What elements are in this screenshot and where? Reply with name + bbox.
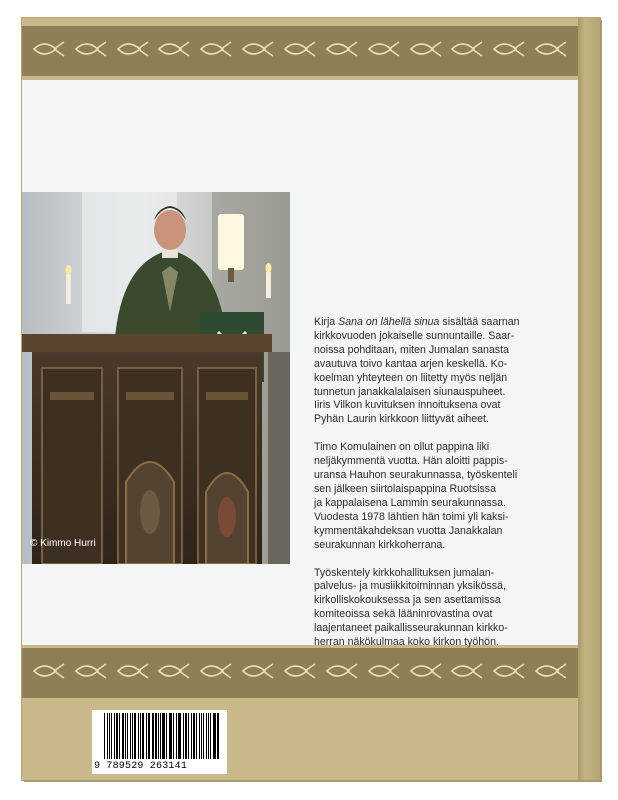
pulpit-photo-illustration: [22, 192, 290, 564]
barcode-bar: [188, 713, 189, 759]
description-text: [314, 316, 576, 664]
text-line: neljäkymmentä vuotta. Hän aloitti pappis-: [314, 455, 508, 468]
text-line: kirkkovuoden jokaiselle sunnuntaille. Saar-: [314, 329, 515, 342]
barcode-bar: [109, 713, 111, 759]
barcode-bars: [104, 713, 221, 759]
barcode-bar: [142, 713, 144, 759]
fish-icon: [74, 662, 108, 684]
fish-icon: [116, 40, 150, 62]
barcode-bar: [146, 713, 147, 759]
fish-icon: [74, 40, 108, 62]
fish-icon: [283, 662, 317, 684]
barcode-bar: [210, 713, 211, 759]
fish-icon: [199, 40, 233, 62]
barcode-bar: [134, 713, 136, 759]
barcode-bar: [199, 713, 201, 759]
barcode-bar: [183, 713, 184, 759]
barcode-bar: [160, 713, 161, 759]
barcode-bar: [155, 713, 157, 759]
book-title: Sana on lähellä sinua: [338, 316, 440, 328]
barcode-bar: [166, 713, 167, 759]
barcode-bar: [122, 713, 124, 759]
text-line: laajentaneet paikallisseurakunnan kirkko-: [314, 622, 508, 635]
fish-icon: [325, 662, 359, 684]
text-line: kymmentäkahdeksan vuotta Janakkalan: [314, 524, 503, 537]
fish-icon: [367, 662, 401, 684]
fish-icon: [325, 40, 359, 62]
bottom-ornament-band: [22, 648, 578, 698]
text-line: Kirja Sana on lähellä sinua sisältää saarnan: [314, 316, 520, 328]
text-line: kirkolliskokouksessa ja sen asettamissa: [314, 594, 501, 607]
spine-edge: [578, 18, 600, 780]
barcode-bar: [125, 713, 126, 759]
barcode-bar: [132, 713, 133, 759]
isbn-number: 9 789529 263141: [94, 761, 188, 772]
barcode-bar: [170, 713, 172, 759]
description-paragraph: [314, 567, 576, 650]
description-paragraph: [314, 441, 576, 552]
barcode-bar: [176, 713, 177, 759]
barcode-bar: [116, 713, 118, 759]
barcode-bar: [162, 713, 164, 759]
barcode-bar: [127, 713, 128, 759]
barcode-bar: [203, 713, 204, 759]
barcode-bar: [185, 713, 187, 759]
barcode-bar: [179, 713, 181, 759]
barcode-bar: [206, 713, 207, 759]
barcode-bar: [218, 713, 219, 759]
fish-icon: [534, 40, 568, 62]
description-paragraph: [314, 316, 576, 427]
barcode-bar: [111, 713, 112, 759]
text-line: avautuva toivo kantaa arjen keskellä. Ko-: [314, 357, 508, 370]
fish-icon: [116, 662, 150, 684]
barcode-bar: [169, 713, 170, 759]
barcode-bar: [107, 713, 108, 759]
barcode-bar: [104, 713, 105, 759]
text-line: koelman yhteyteen on liitetty myös neljän: [314, 371, 508, 384]
barcode-bar: [138, 713, 139, 759]
text-line: Vuodesta 1978 lähtien hän toimi yli kaksi-: [314, 510, 509, 523]
fish-icon: [157, 662, 191, 684]
barcode-bar: [213, 713, 215, 759]
barcode-bar: [193, 713, 195, 759]
text-line: tunnetun janakkalalaisen siunauspuheet.: [314, 385, 506, 398]
text-line: noissa pohditaan, miten Jumalan sanasta: [314, 343, 509, 356]
fish-icon: [241, 662, 275, 684]
fish-icon: [492, 40, 526, 62]
photo-credit: © Kimmo Hurri: [30, 538, 96, 549]
barcode-bar: [148, 713, 149, 759]
barcode-bar: [217, 713, 218, 759]
fish-icon: [199, 662, 233, 684]
top-ornament-band: [22, 26, 578, 76]
fish-icon: [283, 40, 317, 62]
barcode-bar: [140, 713, 141, 759]
barcode-bar: [130, 713, 132, 759]
fish-icon: [409, 662, 443, 684]
fish-icon: [241, 40, 275, 62]
fish-icon: [450, 662, 484, 684]
pulpit-photo: [22, 192, 290, 564]
barcode-bar: [196, 713, 197, 759]
fish-icon: [32, 40, 66, 62]
text-line: uransa Hauhon seurakunnassa, työskenteli: [314, 469, 518, 482]
content-panel: [22, 80, 578, 649]
fish-icon: [32, 662, 66, 684]
text-line: Pyhän Laurin kirkkoon liittyvät aiheet.: [314, 413, 489, 426]
text-line: Työskentely kirkkohallituksen jumalan-: [314, 566, 495, 579]
fish-icon: [492, 662, 526, 684]
barcode-bar: [208, 713, 210, 759]
barcode-bar: [114, 713, 115, 759]
barcode-bar: [152, 713, 154, 759]
text-line: palvelus- ja musiikkitoiminnan yksikössä,: [314, 580, 506, 593]
fish-icon: [409, 40, 443, 62]
fish-icon: [450, 40, 484, 62]
text-line: Iiris Vilkon kuvituksen innoituksena ovat: [314, 399, 501, 412]
text-line: komiteoissa sekä lääninrovastina ovat: [314, 608, 493, 621]
barcode-bar: [173, 713, 174, 759]
text-line: sen jälkeen siirtolaispappina Ruotsissa: [314, 482, 496, 495]
barcode-bar: [149, 713, 150, 759]
barcode-bar: [191, 713, 192, 759]
text-line: Timo Komulainen on ollut pappina liki: [314, 441, 490, 454]
text-line: ja kappalaisena Lammin seurakunnassa.: [314, 496, 506, 509]
text-line: herran näkökulmaa koko kirkon työhön.: [314, 636, 499, 649]
fish-icon: [534, 662, 568, 684]
barcode-bar: [158, 713, 159, 759]
isbn-barcode: [92, 710, 227, 774]
book-back-cover: [22, 18, 600, 780]
fish-icon: [367, 40, 401, 62]
barcode-bar: [178, 713, 179, 759]
text-line: seurakunnan kirkkoherrana.: [314, 538, 446, 551]
fish-icon: [157, 40, 191, 62]
barcode-bar: [201, 713, 202, 759]
barcode-bar: [119, 713, 120, 759]
